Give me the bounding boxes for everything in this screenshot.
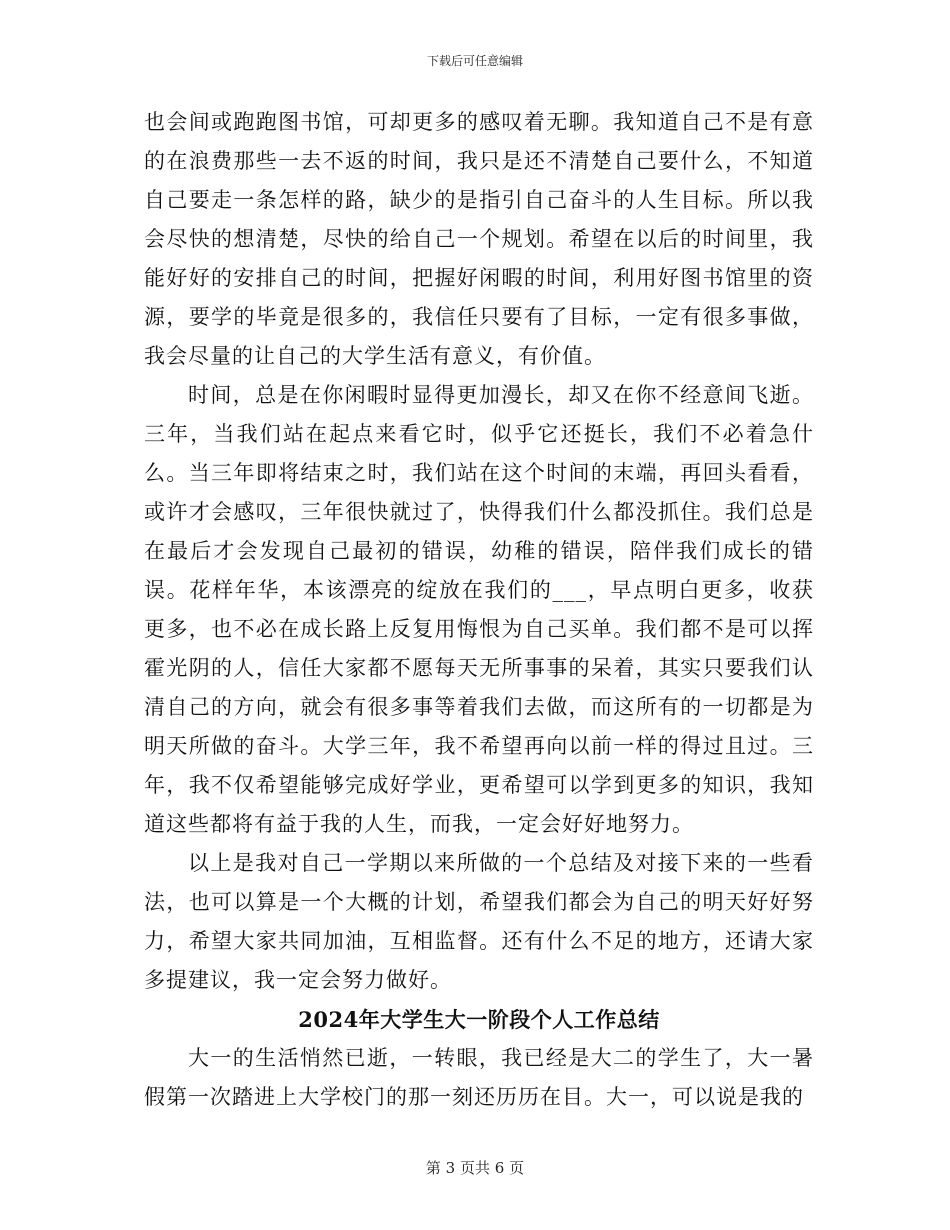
paragraph-continuation: 也会间或跑跑图书馆，可却更多的感叹着无聊。我知道自己不是有意的在浪费那些一去不返的时间，我只是还不清楚自己要什么，不知道自己要走一条怎样的路，缺少的是指引自己奋斗的人生目标。所以我会尽快的想清楚，尽快的给自己一个规划。希望在以后的时间里，我能好好的安排自己的时间，把握好闲暇的时间，利用好图书馆里的资源，要学的毕竟是很多的，我信任只要有了目标，一定有很多事做，我会尽量的让自己的大学生活有意义，有价值。 — [144, 110, 814, 368]
section-title: 2024年大学生大一阶段个人工作总结 — [298, 1007, 660, 1032]
paragraph-section-intro: 大一的生活悄然已逝，一转眼，我已经是大二的学生了，大一暑假第一次踏进上大学校门的那一刻还历历在目。大一，可以说是我的 — [144, 1046, 814, 1109]
paragraph-time: 时间，总是在你闲暇时显得更加漫长，却又在你不经意间飞逝。三年，当我们站在起点来看它时，似乎它还挺长，我们不必着急什么。当三年即将结束之时，我们站在这个时间的末端，再回头看看，或许才会感叹，三年很快就过了，快得我们什么都没抓住。我们总是在最后才会发现自己最初的错误，幼稚的错误，陪伴我们成长的错误。花样年华，本该漂亮的绽放在我们的___，早点明白更多，收获更多，也不必在成长路上反复用悔恨为自己买单。我们都不是可以挥霍光阴的人，信任大家都不愿每天无所事事的呆着，其实只要我们认清自己的方向，就会有很多事等着我们去做，而这所有的一切都是为明天所做的奋斗。大学三年，我不希望再向以前一样的得过且过。三年，我不仅希望能够完成好学业，更希望可以学到更多的知识，我知道这些都将有益于我的人生，而我，一定会好好地努力。 — [144, 383, 814, 836]
page-footer: 第 3 页共 6 页 — [425, 1159, 525, 1177]
page-header: 下载后可任意编辑 — [426, 54, 523, 68]
paragraph-conclusion: 以上是我对自己一学期以来所做的一个总结及对接下来的一些看法，也可以算是一个大概的计划，希望我们都会为自己的明天好好努力，希望大家共同加油，互相监督。还有什么不足的地方，还请大家多提建议，我一定会努力做好。 — [144, 851, 814, 992]
document-body — [144, 103, 814, 1117]
